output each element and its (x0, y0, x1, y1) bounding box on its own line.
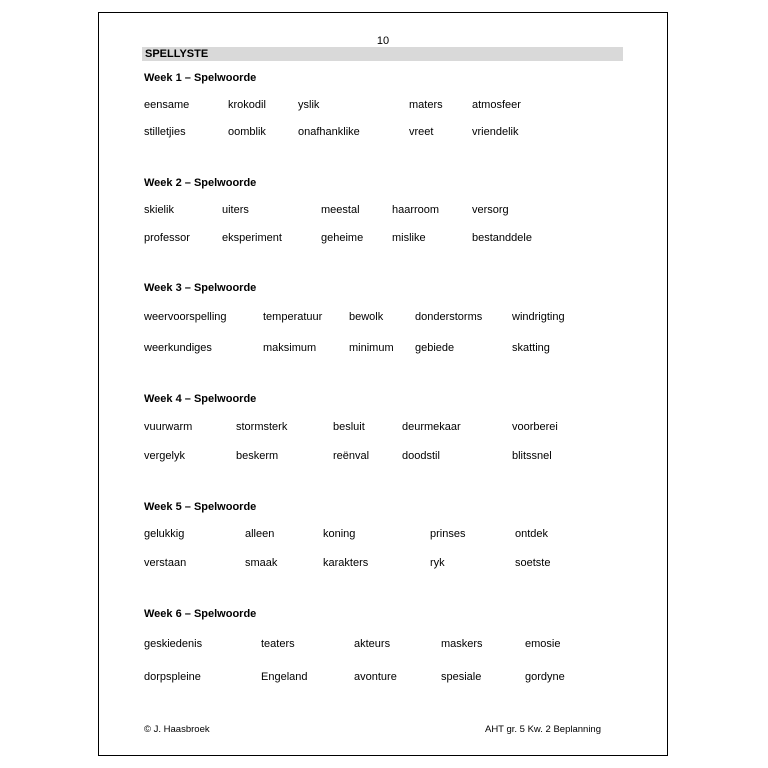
week-5-heading: Week 5 – Spelwoorde (144, 501, 257, 513)
word: spesiale (441, 671, 482, 683)
word: uiters (222, 204, 249, 216)
word: weerkundiges (144, 342, 212, 354)
word: akteurs (354, 638, 391, 650)
word: donderstorms (415, 311, 483, 323)
word: beskerm (236, 450, 279, 462)
word: minimum (349, 342, 394, 354)
word: meestal (321, 204, 360, 216)
word: gordyne (525, 671, 565, 683)
word: bestanddele (472, 232, 532, 244)
word: yslik (298, 99, 320, 111)
word: gebiede (415, 342, 455, 354)
week-4-heading: Week 4 – Spelwoorde (144, 393, 257, 405)
word: maksimum (263, 342, 317, 354)
word: blitssnel (512, 450, 552, 462)
word: professor (144, 232, 190, 244)
document-page (98, 12, 668, 756)
word: mislike (392, 232, 426, 244)
word: ryk (430, 557, 445, 569)
week-2-heading: Week 2 – Spelwoorde (144, 177, 257, 189)
word: verstaan (144, 557, 187, 569)
word: karakters (323, 557, 369, 569)
word: skatting (512, 342, 550, 354)
word: atmosfeer (472, 99, 521, 111)
word: onafhanklike (298, 126, 360, 138)
word: geheime (321, 232, 364, 244)
word: deurmekaar (402, 421, 461, 433)
word: geskiedenis (144, 638, 203, 650)
word: prinses (430, 528, 466, 540)
word: maters (409, 99, 443, 111)
word: eksperiment (222, 232, 282, 244)
word: besluit (333, 421, 365, 433)
word: vuurwarm (144, 421, 193, 433)
word: temperatuur (263, 311, 323, 323)
word: Engeland (261, 671, 308, 683)
word: oomblik (228, 126, 266, 138)
page-title: SPELLYSTE (142, 47, 623, 61)
word: emosie (525, 638, 561, 650)
page-number: 10 (376, 35, 390, 47)
footer-copyright: © J. Haasbroek (144, 724, 210, 735)
word: vreet (409, 126, 434, 138)
week-3-heading: Week 3 – Spelwoorde (144, 282, 257, 294)
week-1-heading: Week 1 – Spelwoorde (144, 72, 257, 84)
word: bewolk (349, 311, 384, 323)
word: avonture (354, 671, 397, 683)
word: doodstil (402, 450, 440, 462)
word: voorberei (512, 421, 558, 433)
word: eensame (144, 99, 190, 111)
word: dorpspleine (144, 671, 201, 683)
word: gelukkig (144, 528, 185, 540)
word: ontdek (515, 528, 549, 540)
footer-document-info: AHT gr. 5 Kw. 2 Beplanning (484, 724, 601, 735)
word: koning (323, 528, 356, 540)
word: windrigting (512, 311, 565, 323)
word: skielik (144, 204, 174, 216)
word: teaters (261, 638, 295, 650)
word: reënval (333, 450, 370, 462)
word: krokodil (228, 99, 266, 111)
word: vergelyk (144, 450, 185, 462)
word: haarroom (392, 204, 440, 216)
word: vriendelik (472, 126, 519, 138)
word: stormsterk (236, 421, 288, 433)
word: soetste (515, 557, 551, 569)
word: smaak (245, 557, 278, 569)
word: versorg (472, 204, 509, 216)
word: weervoorspelling (144, 311, 227, 323)
word: alleen (245, 528, 275, 540)
word: stilletjies (144, 126, 186, 138)
week-6-heading: Week 6 – Spelwoorde (144, 608, 257, 620)
word: maskers (441, 638, 483, 650)
